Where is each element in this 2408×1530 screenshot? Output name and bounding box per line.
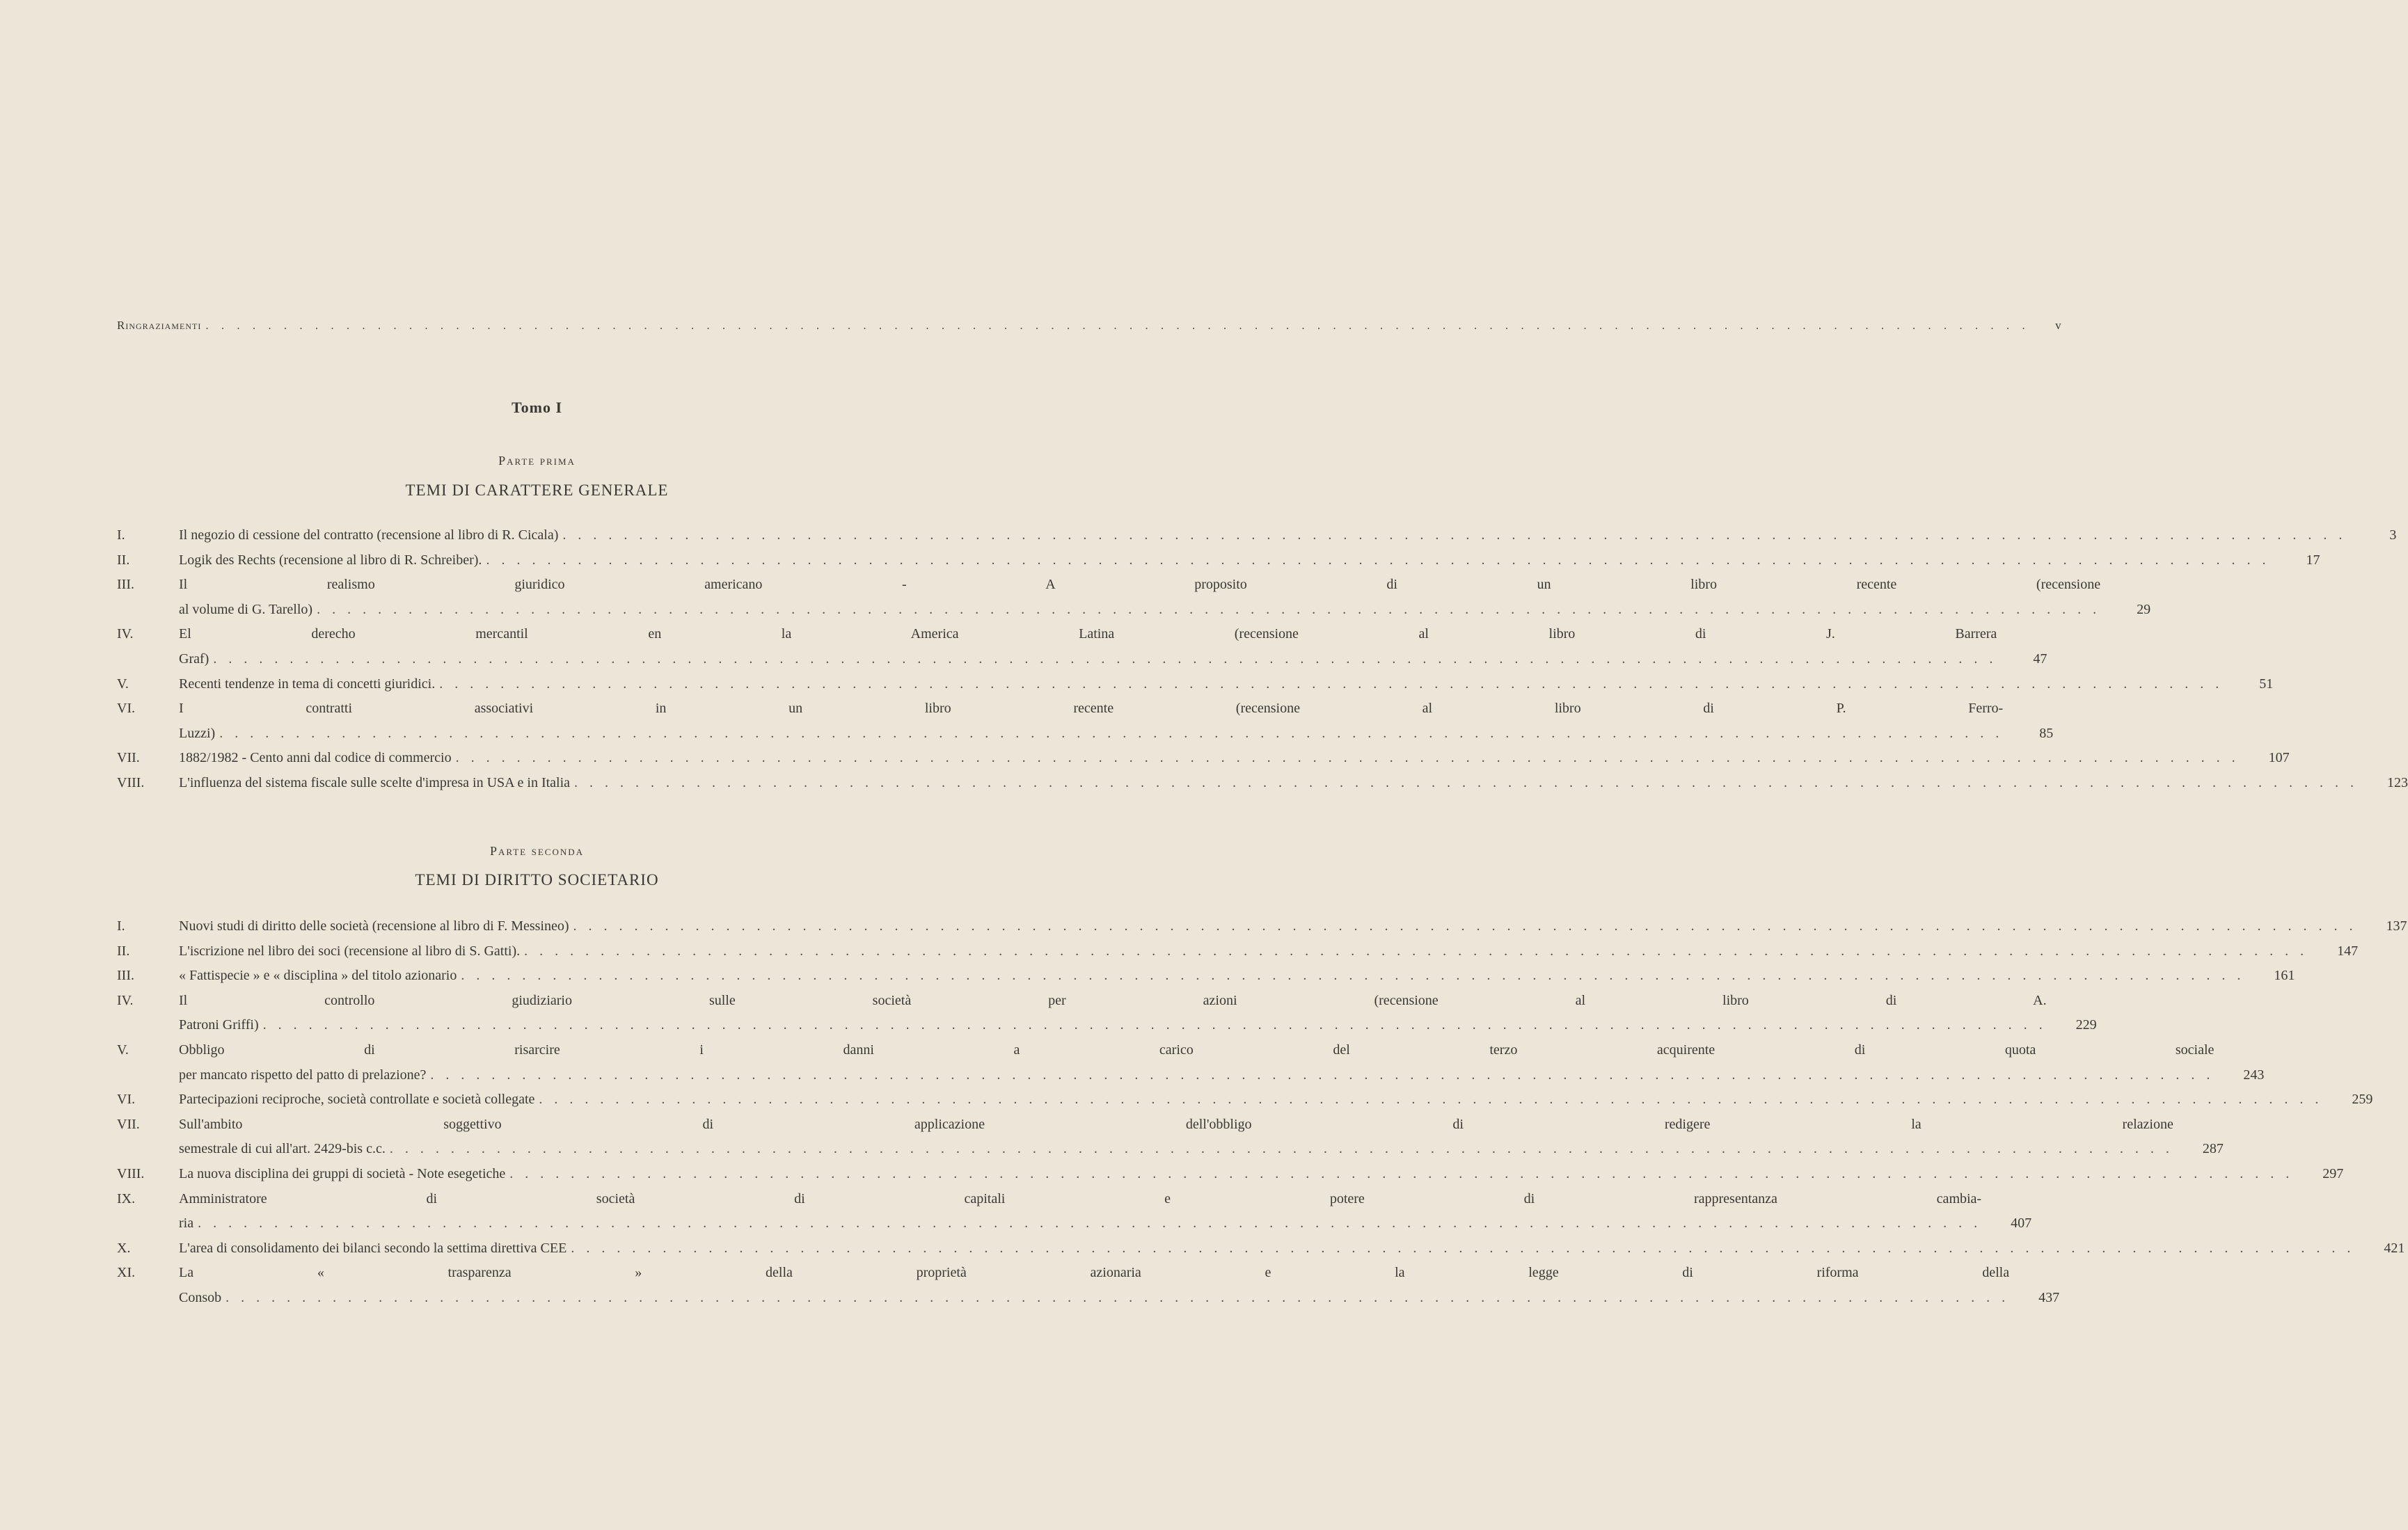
entry-page-number: 3 xyxy=(2389,527,2397,543)
dot-leader xyxy=(574,771,2358,796)
entry-title-line: Il controllo giudiziario sulle società per azioni (recensione al libro di A. xyxy=(179,992,2047,1008)
dot-leader xyxy=(461,964,2244,989)
entry-title-line: Sull'ambito soggettivo di applicazione dell'obbligo di redigere la relazione xyxy=(179,1116,2173,1132)
entry-title-line: L'influenza del sistema fiscale sulle scelte d'impresa in USA e in Italia xyxy=(179,774,571,790)
entry-page-number: 421 xyxy=(2384,1240,2405,1256)
entry-title-line: Graf) xyxy=(179,651,209,667)
entry-page-number: 29 xyxy=(2137,601,2151,617)
entry-title-line: Logik des Rechts (recensione al libro di R. Schreiber). xyxy=(179,552,482,568)
entry-page-number: 297 xyxy=(2322,1165,2344,1181)
entry-title-line: I contratti associativi in un libro recente (recensione al libro di P. Ferro- xyxy=(179,701,2004,717)
entry-number: IV. xyxy=(117,626,134,642)
entry-title-line: L'area di consolidamento dei bilanci secondo la settima direttiva CEE xyxy=(179,1240,567,1256)
entry-page-number: 137 xyxy=(2386,918,2407,934)
entry-page-number: 229 xyxy=(2075,1017,2097,1033)
part-one-label: Parte prima xyxy=(498,454,576,468)
entry-number: V. xyxy=(117,676,129,692)
acknowledgements-label: Ringraziamenti xyxy=(117,319,202,332)
entry-page-number: 437 xyxy=(2038,1289,2060,1305)
dot-leader xyxy=(539,1087,2322,1113)
dot-leader xyxy=(213,647,1997,672)
dot-leader xyxy=(524,939,2308,964)
entry-page-number: 47 xyxy=(2033,651,2047,667)
entry-title-line: « Fattispecie » e « disciplina » del titolo azionario xyxy=(179,968,457,984)
entry-page-number: 123 xyxy=(2387,774,2408,790)
part-one-title: TEMI DI CARATTERE GENERALE xyxy=(405,481,669,499)
dot-leader xyxy=(562,523,2346,548)
volume-title: Tomo I xyxy=(511,399,563,416)
entry-page-number: 407 xyxy=(2011,1216,2032,1232)
entry-number: V. xyxy=(117,1042,129,1058)
toc-entry[interactable] xyxy=(117,1113,2224,1162)
entry-page-number: 243 xyxy=(2243,1067,2265,1083)
entry-title-line: per mancato rispetto del patto di prelazione? xyxy=(179,1067,427,1083)
toc-entry[interactable] xyxy=(117,989,2097,1038)
dot-leader xyxy=(509,1162,2293,1187)
entry-title-line: El derecho mercantil en la America Latina (recensione al libro di J. Barrera xyxy=(179,626,1997,642)
entry-page-number: 259 xyxy=(2352,1092,2373,1108)
entry-number: III. xyxy=(117,968,134,984)
dot-leader xyxy=(198,1211,1981,1236)
toc-entry[interactable] xyxy=(117,1261,2060,1310)
entry-number: IV. xyxy=(117,992,134,1008)
toc-entry[interactable] xyxy=(117,771,2408,796)
toc-entry[interactable] xyxy=(117,696,2054,746)
entry-number: I. xyxy=(117,527,125,543)
entry-title-line: La nuova disciplina dei gruppi di società - Note esegetiche xyxy=(179,1165,506,1181)
entry-title-line: Patroni Griffi) xyxy=(179,1017,259,1033)
dot-leader xyxy=(571,1236,2354,1261)
dot-leader xyxy=(439,672,2223,697)
entry-title-line: Consob xyxy=(179,1289,222,1305)
toc-entry[interactable] xyxy=(117,548,2320,573)
toc-entry[interactable] xyxy=(117,1236,2405,1261)
entry-title-line: ria xyxy=(179,1216,194,1232)
part-two-label: Parte seconda xyxy=(489,844,585,858)
entry-title-line: 1882/1982 - Cento anni dal codice di commercio xyxy=(179,750,452,766)
dot-leader xyxy=(430,1063,2214,1088)
entry-number: VII. xyxy=(117,1116,140,1132)
toc-entry[interactable] xyxy=(117,672,2274,697)
entry-number: IX. xyxy=(117,1190,136,1206)
entry-number: VI. xyxy=(117,1092,136,1108)
dot-leader xyxy=(317,598,2100,623)
entry-page-number: 147 xyxy=(2337,943,2359,959)
entry-title-line: al volume di G. Tarello) xyxy=(179,601,313,617)
entry-page-number: 85 xyxy=(2039,725,2054,741)
entry-title-line: Luzzi) xyxy=(179,725,216,741)
toc-entry[interactable] xyxy=(117,1038,2265,1087)
entry-title-line: Nuovi studi di diritto delle società (recensione al libro di F. Messineo) xyxy=(179,918,569,934)
entry-page-number: 51 xyxy=(2259,676,2274,692)
toc-entry[interactable] xyxy=(117,964,2295,989)
part-two-title: TEMI DI DIRITTO SOCIETARIO xyxy=(415,871,659,888)
dot-leader xyxy=(263,1013,2047,1038)
entry-number: VIII. xyxy=(117,1165,145,1181)
toc-part-one xyxy=(117,523,2408,796)
entry-title-line: Recenti tendenze in tema di concetti giuridici. xyxy=(179,676,436,692)
entry-number: I. xyxy=(117,918,125,934)
dot-leader xyxy=(573,914,2357,939)
entry-number: VIII. xyxy=(117,774,145,790)
dot-leader xyxy=(225,1286,2009,1311)
entry-title-line: L'iscrizione nel libro dei soci (recensione al libro di S. Gatti). xyxy=(179,943,521,959)
acknowledgements-entry[interactable] xyxy=(117,319,2062,333)
dot-leader xyxy=(456,746,2240,771)
dot-leader xyxy=(219,722,2003,747)
entry-title-line: semestrale di cui all'art. 2429-bis c.c. xyxy=(179,1141,386,1157)
entry-number: VI. xyxy=(117,701,136,717)
dot-leader xyxy=(205,319,2029,333)
entry-title-line: Amministratore di società di capitali e potere di rappresentanza cambia- xyxy=(179,1190,1982,1206)
toc-entry[interactable] xyxy=(117,523,2397,548)
entry-number: VII. xyxy=(117,750,140,766)
entry-number: III. xyxy=(117,577,134,593)
entry-page-number: 161 xyxy=(2274,968,2295,984)
entry-number: II. xyxy=(117,552,130,568)
entry-title-line: Obbligo di risarcire i danni a carico del terzo acquirente di quota sociale xyxy=(179,1042,2215,1058)
entry-number: II. xyxy=(117,943,130,959)
dot-leader xyxy=(390,1137,2173,1162)
entry-title-line: Il negozio di cessione del contratto (recensione al libro di R. Cicala) xyxy=(179,527,559,543)
entry-title-line: Il realismo giuridico americano - A proposito di un libro recente (recensione xyxy=(179,577,2101,593)
entry-number: XI. xyxy=(117,1265,136,1281)
toc-entry[interactable] xyxy=(117,746,2290,771)
toc-part-two xyxy=(117,914,2407,1311)
toc-entry[interactable] xyxy=(117,573,2151,622)
entry-page-number: 17 xyxy=(2306,552,2320,568)
toc-entry[interactable] xyxy=(117,1162,2344,1187)
entry-page-number: 287 xyxy=(2202,1141,2224,1157)
toc-entry[interactable] xyxy=(117,939,2359,964)
toc-entry[interactable] xyxy=(117,622,2047,671)
toc-entry[interactable] xyxy=(117,1087,2373,1113)
toc-entry[interactable] xyxy=(117,1187,2032,1236)
entry-number: X. xyxy=(117,1240,131,1256)
entry-title-line: Partecipazioni reciproche, società controllate e società collegate xyxy=(179,1092,535,1108)
entry-page-number: 107 xyxy=(2268,750,2290,766)
entry-title-line: La « trasparenza » della proprietà azionaria e la legge di riforma della xyxy=(179,1265,2010,1281)
acknowledgements-page: v xyxy=(2055,319,2062,332)
dot-leader xyxy=(486,548,2270,573)
toc-entry[interactable] xyxy=(117,914,2407,939)
